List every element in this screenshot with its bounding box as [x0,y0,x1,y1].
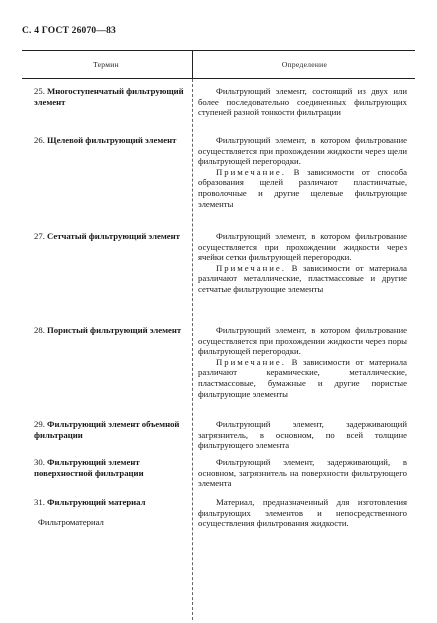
term-number: 25. [34,86,45,96]
term-synonym: Фильтроматериал [38,516,104,527]
term-31 [34,497,184,527]
page-header: С. 4 ГОСТ 26070—83 [22,26,116,36]
term-number: 28. [34,325,45,335]
term-name: Многоступенчатый фильтрующий элемент [34,86,184,107]
definition-text: Фильтрующий элемент, задерживающий, в основном, загрязнитель на поверхности фильтрующего элемента [198,457,407,489]
column-header-term: Термин [93,60,119,69]
note-text: В зависимости от материала различают керамические, металлические, пластмассовые, бумажные и другие пористые фильтрующие элементы [198,356,407,399]
term-number: 29. [34,419,45,429]
definition-26 [198,135,407,209]
term-name: Фильтрующий элемент объемной фильтрации [34,419,180,440]
term-number: 30. [34,457,45,467]
term-29 [34,419,184,440]
definition-30 [198,457,407,489]
definition-text: Фильтрующий элемент, состоящий из двух или более последовательно соединенных фильтрующих ступеней разной тонкости фильтрации [198,86,407,118]
column-header-definition: Определение [281,60,328,69]
definition-text: Фильтрующий элемент, в котором фильтрование осуществляется при прохождении жидкости через ячейки сетки фильтрующей перегородки. [198,231,407,263]
term-26 [34,135,184,146]
note-label: Примечание. [216,262,286,273]
term-name: Щелевой фильтрующий элемент [47,135,177,145]
definition-note [198,357,407,399]
column-divider [192,51,193,78]
note-label: Примечание. [216,166,286,177]
term-name: Фильтрующий элемент поверхностной фильтрации [34,457,144,478]
note-text: В зависимости от материала различают металлические, пластмассовые и другие сетчатые фильтрующие элементы [198,262,407,294]
table-header [22,51,415,79]
term-name: Пористый фильтрующий элемент [47,325,182,335]
definition-text: Материал, предназначенный для изготовления фильтрующих элементов и непосредственного осуществления фильтрования жидкости. [198,497,407,529]
definition-31 [198,497,407,529]
definition-text: Фильтрующий элемент, в котором фильтрование осуществляется при прохождении жидкости через поры фильтрующей перегородки. [198,325,407,357]
table-body [22,79,415,620]
terms-table [22,50,415,620]
term-number: 26. [34,135,45,145]
column-divider [192,79,193,620]
term-name: Фильтрующий материал [47,497,146,507]
definition-25 [198,86,407,118]
definition-note [198,167,407,209]
term-name: Сетчатый фильтрующий элемент [47,231,180,241]
term-number: 27. [34,231,45,241]
note-label: Примечание. [216,356,286,367]
definition-text: Фильтрующий элемент, задерживающий загрязнитель, в основном, по всей толщине фильтрующего элемента [198,419,407,451]
definition-29 [198,419,407,451]
note-text: В зависимости от способа образования щелей различают пластинчатые, проволочные и другие щелевые фильтрующие элементы [198,166,407,209]
term-27 [34,231,184,242]
definition-27 [198,231,407,295]
definition-28 [198,325,407,399]
term-28 [34,325,184,336]
definition-text: Фильтрующий элемент, в котором фильтрование осуществляется при прохождении жидкости через щели фильтрующей перегородки. [198,135,407,167]
definition-note [198,263,407,295]
term-number: 31. [34,497,45,507]
term-25 [34,86,184,107]
term-30 [34,457,184,478]
